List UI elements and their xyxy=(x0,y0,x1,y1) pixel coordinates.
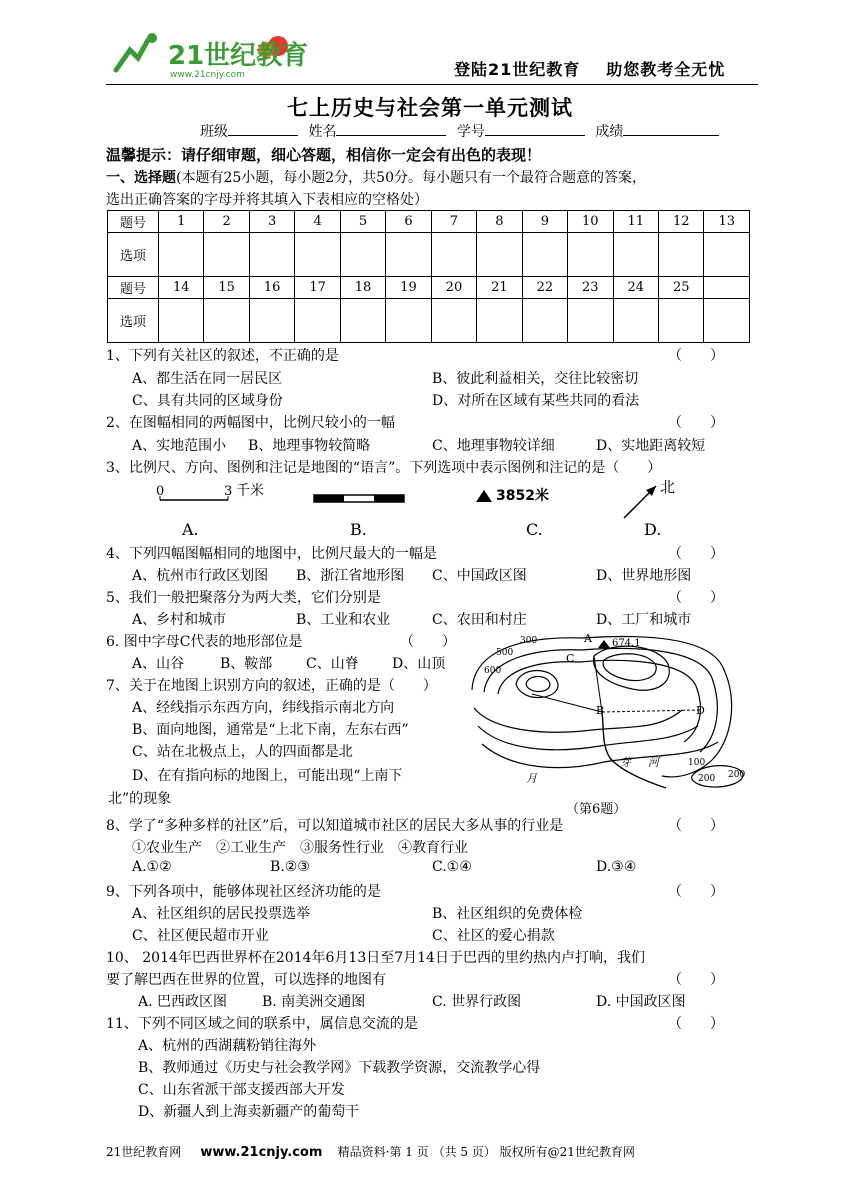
option-a: A. 巴西政区图 xyxy=(138,994,228,1010)
scale-unit: 千米 xyxy=(236,483,264,499)
header-cell: 选项 xyxy=(108,299,159,343)
question-stem: 1、下列有关社区的叙述，不正确的是 xyxy=(106,348,339,364)
option-b: B、浙江省地形图 xyxy=(296,568,405,584)
question-number-cell: 25 xyxy=(658,277,703,299)
contour-300: 300 xyxy=(520,636,538,646)
option-c: C、具有共同的区域身份 xyxy=(132,393,283,409)
contour-200-b: 200 xyxy=(728,770,746,780)
river-label-1: 月 xyxy=(526,772,537,785)
question-stem: 要了解巴西在世界的位置，可以选择的地图有 xyxy=(106,972,386,988)
question-11 xyxy=(106,1013,418,1035)
question-4 xyxy=(106,543,437,565)
answer-cell[interactable] xyxy=(386,299,431,343)
answer-bracket[interactable]: （ ） xyxy=(400,634,456,650)
logo-url-text: www.21cnjy.com xyxy=(170,70,245,80)
name-field[interactable] xyxy=(336,122,446,136)
question-8-items: ①农业生产 ②工业生产 ③服务性行业 ④教育行业 xyxy=(132,840,468,856)
question-number-cell: 1 xyxy=(159,211,204,233)
question-number-cell: 5 xyxy=(340,211,385,233)
answer-bracket[interactable]: （ ） xyxy=(668,818,724,834)
option-c: C、中国政区图 xyxy=(432,568,527,584)
option-a: A、山谷 xyxy=(132,656,185,672)
option-a: A.①② xyxy=(132,859,172,875)
answer-bracket[interactable]: （ ） xyxy=(668,972,724,988)
answer-bracket[interactable]: （ ） xyxy=(668,884,724,900)
option-a: A、实地范围小 xyxy=(132,438,227,454)
question-stem: 6. 图中字母C代表的地形部位是 xyxy=(106,634,303,650)
option-c: C、农田和村庄 xyxy=(432,612,527,628)
answer-cell[interactable] xyxy=(658,233,703,277)
option-d: D、工厂和城市 xyxy=(596,612,692,628)
answer-cell[interactable] xyxy=(295,233,340,277)
option-b: B.②③ xyxy=(270,859,310,875)
map-label-b: B xyxy=(596,704,605,717)
score-field[interactable] xyxy=(623,122,719,136)
map-symbol-options xyxy=(150,480,710,540)
answer-cell[interactable] xyxy=(704,233,750,277)
warm-tip: 温馨提示：请仔细审题，细心答题，相信你一定会有出色的表现！ xyxy=(106,146,542,164)
question-number-cell: 15 xyxy=(204,277,249,299)
question-10 xyxy=(106,947,645,969)
footer-url[interactable]: www.21cnjy.com xyxy=(200,1145,323,1160)
option-c: C. 世界行政图 xyxy=(432,994,522,1010)
page-footer xyxy=(106,1143,766,1160)
table-row xyxy=(108,277,750,299)
header-cell: 题号 xyxy=(108,211,159,233)
option-d-continued: 北”的现象 xyxy=(108,791,172,807)
question-stem: 4、下列四幅图幅相同的地图中，比例尺最大的一幅是 xyxy=(106,546,437,562)
answer-cell[interactable] xyxy=(477,233,522,277)
answer-cell[interactable] xyxy=(431,233,476,277)
option-d[interactable]: D. xyxy=(644,520,662,539)
answer-cell[interactable] xyxy=(568,233,613,277)
answer-cell[interactable] xyxy=(295,299,340,343)
question-number-cell: 6 xyxy=(386,211,431,233)
question-number-cell: 7 xyxy=(431,211,476,233)
question-stem: 3、比例尺、方向、图例和注记是地图的“语言”。下列选项中表示图例和注记的是 xyxy=(106,460,606,476)
section-desc-1: (本题有25小题，每小题2分，共50分。每小题只有一个最符合题意的答案， xyxy=(176,170,646,186)
question-stem: 8、学了“多种多样的社区”后，可以知道城市社区的居民大多从事的行业是 xyxy=(106,818,564,834)
site-logo xyxy=(108,30,308,82)
answer-bracket[interactable]: （ ） xyxy=(668,348,724,364)
header-cell: 选项 xyxy=(108,233,159,277)
question-number-cell: 12 xyxy=(658,211,703,233)
option-c: C、山脊 xyxy=(306,656,359,672)
question-number-cell xyxy=(704,277,750,299)
option-a: A、社区组织的居民投票选举 xyxy=(132,906,311,922)
option-b: B、地理事物较简略 xyxy=(248,438,371,454)
river-label-2: 芽 xyxy=(620,756,631,769)
question-number-cell: 19 xyxy=(386,277,431,299)
answer-cell[interactable] xyxy=(249,233,294,277)
question-10-continued xyxy=(106,969,386,991)
answer-cell[interactable] xyxy=(431,299,476,343)
answer-table xyxy=(107,210,750,343)
question-number-cell: 10 xyxy=(568,211,613,233)
map-label-d: D xyxy=(696,704,705,717)
answer-cell[interactable] xyxy=(386,233,431,277)
question-number-cell: 14 xyxy=(159,277,204,299)
question-number-cell: 20 xyxy=(431,277,476,299)
question-5 xyxy=(106,587,381,609)
answer-cell[interactable] xyxy=(477,299,522,343)
answer-cell[interactable] xyxy=(658,299,703,343)
answer-bracket[interactable]: （ ） xyxy=(605,460,662,476)
slogan-right: 助您教考全无忧 xyxy=(606,60,726,79)
header-cell: 题号 xyxy=(108,277,159,299)
map-label-c: C xyxy=(566,652,575,665)
question-number-cell: 23 xyxy=(568,277,613,299)
option-d: D、对所在区域有某些共同的看法 xyxy=(432,393,640,409)
answer-cell[interactable] xyxy=(613,233,658,277)
answer-bracket[interactable]: （ ） xyxy=(668,1016,724,1032)
answer-bracket[interactable]: （ ） xyxy=(380,678,437,694)
question-8 xyxy=(106,815,563,837)
answer-cell[interactable] xyxy=(159,299,204,343)
option-d: D、在有指向标的地图上，可能出现“上南下 xyxy=(132,768,403,784)
option-d: D、实地距离较短 xyxy=(596,438,706,454)
student-info xyxy=(200,121,725,141)
header-rule xyxy=(106,84,758,85)
section-desc-2: 选出正确答案的字母并将其填入下表相应的空格处） xyxy=(106,192,428,208)
class-field[interactable] xyxy=(228,122,298,136)
section-title: 一、选择题 xyxy=(106,170,176,186)
answer-cell[interactable] xyxy=(249,299,294,343)
contour-600: 600 xyxy=(484,666,502,676)
option-a: A、杭州的西湖藕粉销往海外 xyxy=(138,1038,317,1054)
answer-cell[interactable] xyxy=(204,299,249,343)
answer-cell[interactable] xyxy=(568,299,613,343)
option-a: A、乡村和城市 xyxy=(132,612,227,628)
footer-site: 21世纪教育网 xyxy=(106,1145,182,1159)
answer-cell[interactable] xyxy=(613,299,658,343)
peak-label: 3852米 xyxy=(496,488,549,504)
name-label: 姓名 xyxy=(308,124,337,140)
question-number-cell: 3 xyxy=(249,211,294,233)
map-label-a: A xyxy=(584,632,592,645)
peak-triangle-icon xyxy=(476,490,492,502)
answer-bracket[interactable]: （ ） xyxy=(668,546,724,562)
question-9 xyxy=(106,881,381,903)
question-number-cell: 18 xyxy=(340,277,385,299)
slogan-left: 登陆21世纪教育 xyxy=(454,60,581,79)
footer-page-info: 精品资料·第 1 页 （共 5 页） 版权所有@21世纪教育网 xyxy=(337,1145,635,1159)
question-number-cell: 13 xyxy=(704,211,750,233)
contour-500: 500 xyxy=(496,648,514,658)
question-7 xyxy=(106,675,437,697)
option-d: D、世界地形图 xyxy=(596,568,692,584)
question-number-cell: 11 xyxy=(613,211,658,233)
contour-200: 200 xyxy=(698,774,716,784)
option-c: C、社区便民超市开业 xyxy=(132,928,269,944)
option-d: D. 中国政区图 xyxy=(596,994,686,1010)
option-a: A、经线指示东西方向，纬线指示南北方向 xyxy=(132,700,395,716)
header-slogan xyxy=(454,57,725,80)
option-b: B、鞍部 xyxy=(220,656,273,672)
option-d: D、山顶 xyxy=(392,656,446,672)
question-3 xyxy=(106,457,661,479)
question-number-cell: 16 xyxy=(249,277,294,299)
question-stem: 10、 2014年巴西世界杯在2014年6月13日至7月14日于巴西的里约热内卢打响，我们 xyxy=(106,950,645,966)
question-number-cell: 8 xyxy=(477,211,522,233)
question-number-cell: 4 xyxy=(295,211,340,233)
option-c: C、站在北极点上，人的四面都是北 xyxy=(132,744,353,760)
question-1 xyxy=(106,345,339,367)
option-d: C、社区的爱心捐款 xyxy=(432,928,555,944)
answer-cell[interactable] xyxy=(522,233,567,277)
map-caption: （第6题） xyxy=(566,802,627,817)
answer-cell[interactable] xyxy=(704,299,750,343)
scale-zero: 0 xyxy=(156,484,165,499)
answer-bracket[interactable]: （ ） xyxy=(668,415,724,431)
option-a[interactable]: A. xyxy=(182,520,199,539)
option-d: D、新疆人到上海卖新疆产的葡萄干 xyxy=(138,1104,360,1120)
table-row xyxy=(108,299,750,343)
river-label-3: 河 xyxy=(648,756,659,769)
option-c: C、地理事物较详细 xyxy=(432,438,555,454)
scale-three: 3 xyxy=(224,484,233,499)
table-row xyxy=(108,233,750,277)
option-d: D.③④ xyxy=(596,859,637,875)
question-number-cell: 9 xyxy=(522,211,567,233)
contour-map xyxy=(462,630,754,798)
option-c: C.①④ xyxy=(432,859,472,875)
question-stem: 7、关于在地图上识别方向的叙述，正确的是 xyxy=(106,678,381,694)
question-number-cell: 17 xyxy=(295,277,340,299)
question-stem: 11、下列不同区域之间的联系中，属信息交流的是 xyxy=(106,1016,418,1032)
id-label: 学号 xyxy=(456,124,485,140)
option-b: B、彼此利益相关，交往比较密切 xyxy=(432,371,639,387)
answer-cell[interactable] xyxy=(340,233,385,277)
question-number-cell: 24 xyxy=(613,277,658,299)
table-row xyxy=(108,211,750,233)
section-heading xyxy=(106,167,756,211)
option-c[interactable]: C. xyxy=(526,520,543,539)
map-elevation: 674.1 xyxy=(612,638,641,649)
question-6 xyxy=(106,631,303,653)
answer-cell[interactable] xyxy=(340,299,385,343)
contour-100: 100 xyxy=(688,758,706,768)
option-b: B、面向地图，通常是“上北下南，左东右西” xyxy=(132,722,409,738)
question-number-cell: 2 xyxy=(204,211,249,233)
score-label: 成绩 xyxy=(595,124,624,140)
option-b: B. 南美洲交通图 xyxy=(262,994,366,1010)
option-b[interactable]: B. xyxy=(350,520,367,539)
option-b: B、教师通过《历史与社会教学网》下载教学资源，交流教学心得 xyxy=(138,1060,541,1076)
page-title: 七上历史与社会第一单元测试 xyxy=(287,96,573,120)
question-number-cell: 21 xyxy=(477,277,522,299)
answer-cell[interactable] xyxy=(522,299,567,343)
id-field[interactable] xyxy=(485,122,585,136)
logo-text: 21世纪教育 xyxy=(168,41,308,71)
option-b: B、社区组织的免费体检 xyxy=(432,906,583,922)
answer-cell[interactable] xyxy=(159,233,204,277)
answer-cell[interactable] xyxy=(204,233,249,277)
answer-bracket[interactable]: （ ） xyxy=(668,590,724,606)
question-number-cell: 22 xyxy=(522,277,567,299)
question-stem: 2、在图幅相同的两幅图中，比例尺较小的一幅 xyxy=(106,415,395,431)
class-label: 班级 xyxy=(200,124,228,140)
option-b: B、工业和农业 xyxy=(296,612,391,628)
option-a: A、杭州市行政区划图 xyxy=(132,568,269,584)
question-2 xyxy=(106,412,395,434)
option-c: C、山东省派干部支援西部大开发 xyxy=(138,1082,345,1098)
north-label: 北 xyxy=(660,480,676,496)
option-a: A、都生活在同一居民区 xyxy=(132,371,283,387)
question-stem: 5、我们一般把聚落分为两大类，它们分别是 xyxy=(106,590,381,606)
question-stem: 9、下列各项中，能够体现社区经济功能的是 xyxy=(106,884,381,900)
